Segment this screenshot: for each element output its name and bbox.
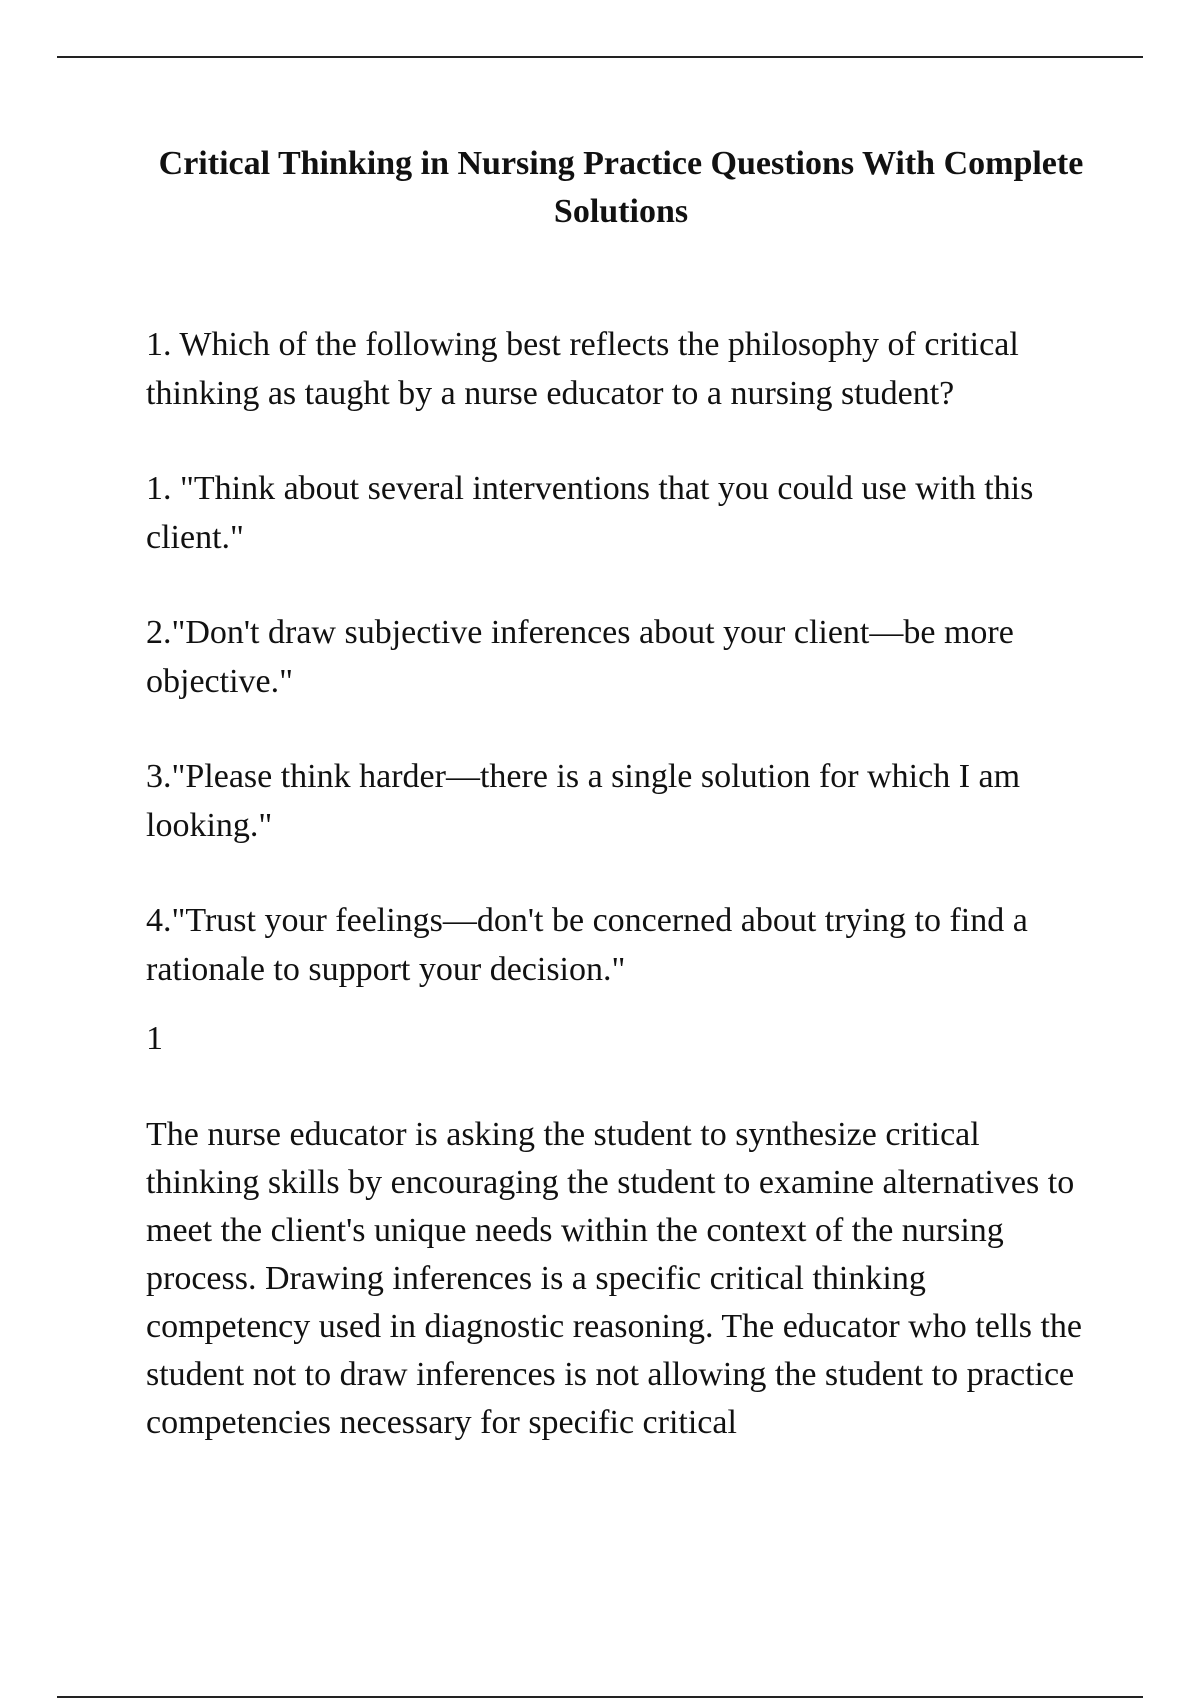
answer-option-4: 4."Trust your feelings—don't be concerned about trying to find a rationale to support your decision."	[146, 902, 1028, 988]
answer-option-1: 1. "Think about several interventions that you could use with this client."	[146, 470, 1034, 556]
correct-answer: 1	[146, 1020, 163, 1057]
bottom-rule	[57, 1696, 1143, 1698]
answer-option-2: 2."Don't draw subjective inferences about your client—be more objective."	[146, 614, 1014, 700]
answer-option-3: 3."Please think harder—there is a single solution for which I am looking."	[146, 758, 1021, 844]
rationale-text: The nurse educator is asking the student to synthesize critical thinking skills by encouraging the student to examine alternatives to meet the client's unique needs within the context of the nursing process. Drawing inferences is a specific critical thinking competency used in diagnostic reasoning. The educator who tells the student not to draw inferences is not allowing the student to practice competencies necessary for specific critical	[146, 1116, 1082, 1441]
document-title: Critical Thinking in Nursing Practice Questions With Complete Solutions	[158, 145, 1084, 230]
document-page	[146, 140, 1096, 1447]
question-text: 1. Which of the following best reflects the philosophy of critical thinking as taught by a nurse educator to a nursing student?	[146, 326, 1019, 412]
top-rule	[57, 56, 1143, 58]
